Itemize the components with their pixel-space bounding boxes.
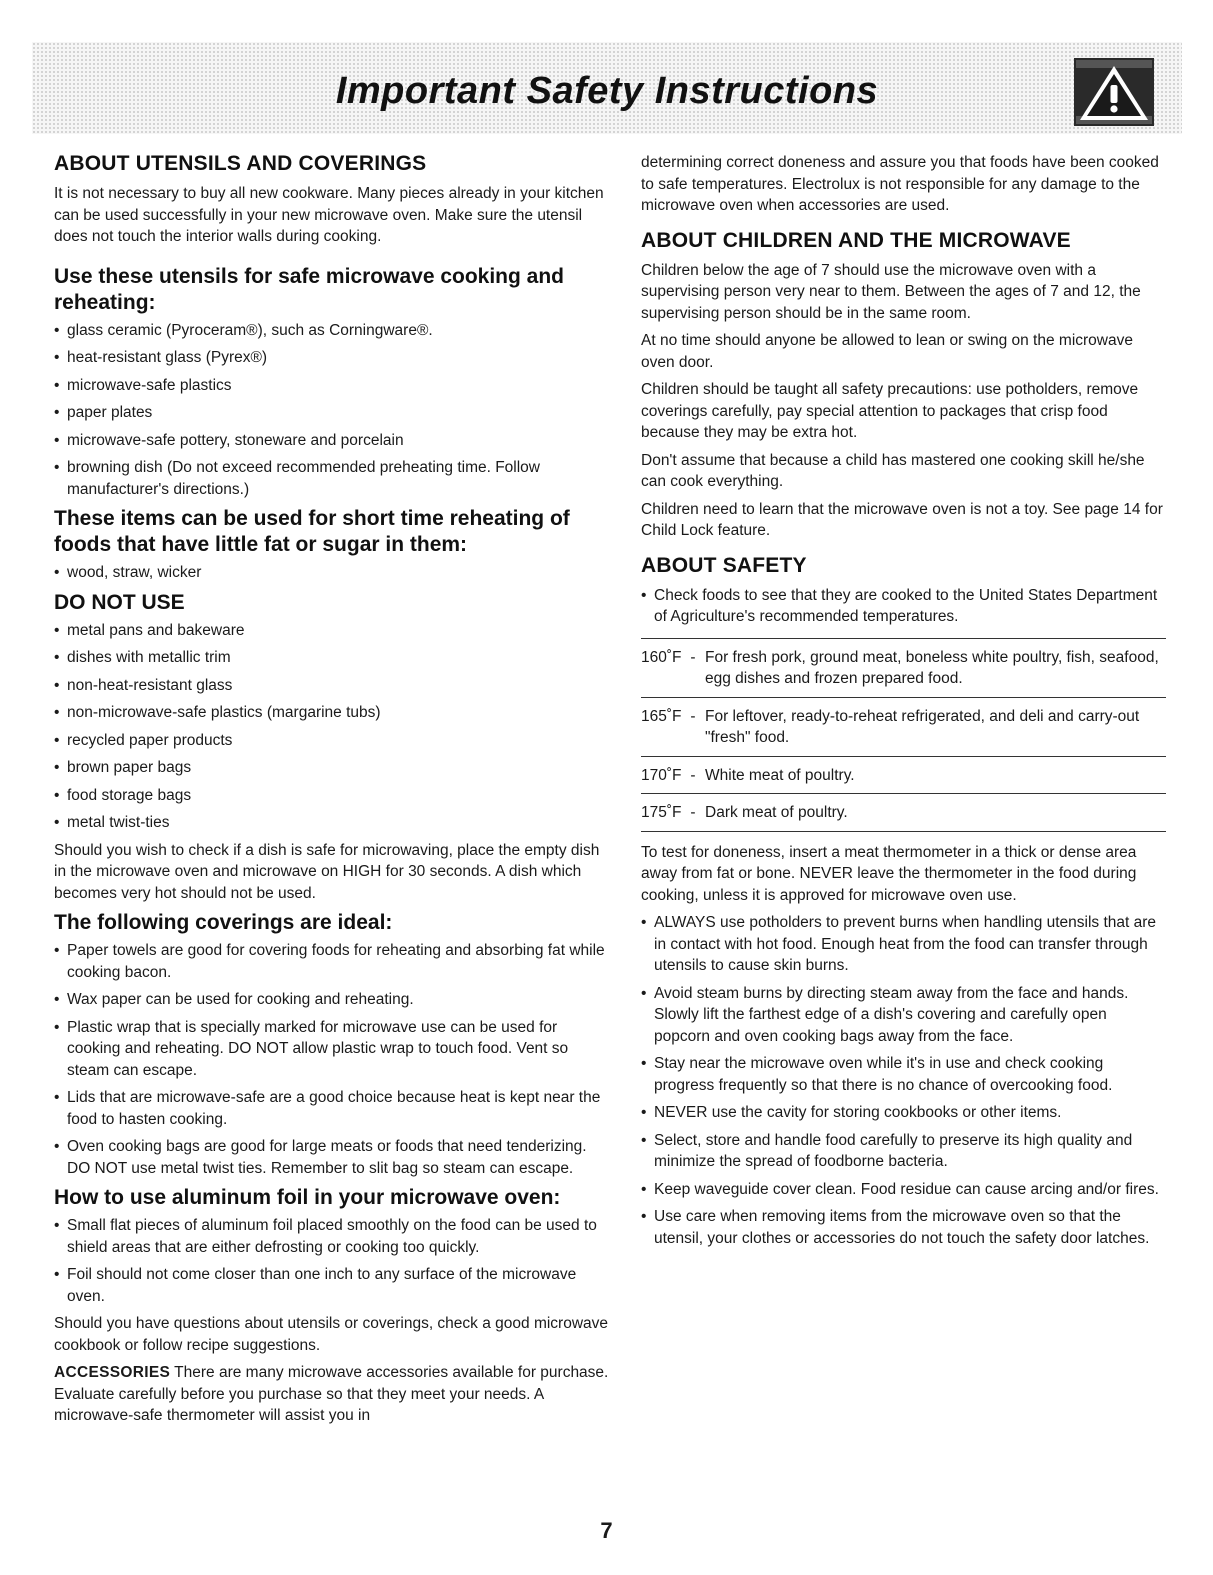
list-item: • Select, store and handle food carefully to preserve its high quality and minimize the spread of foodborne bacteria.: [641, 1130, 1166, 1173]
page-number: 7: [600, 1518, 613, 1543]
list-item: • heat-resistant glass (Pyrex®): [54, 347, 614, 369]
list-item: • brown paper bags: [54, 757, 614, 779]
list-item: • non-microwave-safe plastics (margarine tubs): [54, 702, 614, 724]
do-not-use-list: [54, 620, 614, 834]
children-paragraph: Children below the age of 7 should use the microwave oven with a supervising person very near to them. Between the ages of 7 and 12, the supervising person should be in the same room.: [641, 261, 1141, 322]
children-paragraph: Children should be taught all safety precautions: use potholders, remove coverings carefully, pay special attention to packages that crisp food because they may be extra hot.: [641, 381, 1139, 441]
aluminum-foil-heading: How to use aluminum foil in your microwave oven:: [54, 1186, 561, 1209]
list-item: • Lids that are microwave-safe are a good choice because heat is kept near the food to hasten cooking.: [54, 1087, 614, 1130]
children-paragraph: At no time should anyone be allowed to lean or swing on the microwave oven door.: [641, 332, 1133, 371]
safety-heading: ABOUT SAFETY: [641, 553, 807, 577]
temperature-value: 160˚F: [641, 648, 682, 666]
list-item: • metal pans and bakeware: [54, 620, 614, 642]
page-title: Important Safety Instructions: [335, 70, 879, 112]
check-dish-paragraph: Should you wish to check if a dish is safe for microwaving, place the empty dish in the microwave oven and microwave on HIGH for 30 seconds. A dish which becomes very hot should not be used.: [54, 841, 600, 902]
aluminum-foil-list: [54, 1215, 614, 1307]
safe-utensils-list: [54, 320, 614, 501]
warning-triangle-icon: [1074, 58, 1154, 126]
list-item: • metal twist-ties: [54, 812, 614, 834]
list-item: • dishes with metallic trim: [54, 647, 614, 669]
list-item: • wood, straw, wicker: [54, 562, 614, 584]
list-item: • Small flat pieces of aluminum foil placed smoothly on the food can be used to shield areas that are either defrosting or cooking too quickly.: [54, 1215, 614, 1258]
utensils-intro: It is not necessary to buy all new cookware. Many pieces already in your kitchen can be used successfully in your new microwave oven. Make sure the utensil does not touch the interior walls during cooking.: [54, 185, 604, 245]
list-item: • Avoid steam burns by directing steam away from the face and hands. Slowly lift the farthest edge of a dish's covering and carefully open popcorn and oven cooking bags away from the face.: [641, 983, 1166, 1048]
list-item: • browning dish (Do not exceed recommended preheating time. Follow manufacturer's directions.): [54, 457, 614, 500]
children-paragraph: Don't assume that because a child has mastered one cooking skill he/she can cook everything.: [641, 451, 1145, 490]
list-item: • NEVER use the cavity for storing cookbooks or other items.: [641, 1102, 1166, 1124]
list-item: • ALWAYS use potholders to prevent burns when handling utensils that are in contact with hot food. Enough heat from the food can transfer through utensils to cause skin burns.: [641, 912, 1166, 977]
list-item: • Plastic wrap that is specially marked for microwave use can be used for cooking and reheating. DO NOT allow plastic wrap to touch food. Vent so steam can escape.: [54, 1017, 614, 1082]
temperature-row: 160˚F - For fresh pork, ground meat, boneless white poultry, fish, seafood, egg dishes and frozen prepared food.: [641, 639, 1166, 698]
temperature-row: 165˚F - For leftover, ready-to-reheat refrigerated, and deli and carry-out "fresh" food.: [641, 698, 1166, 757]
list-item: • microwave-safe plastics: [54, 375, 614, 397]
accessories-paragraph: [54, 1362, 614, 1427]
list-item: • Foil should not come closer than one inch to any surface of the microwave oven.: [54, 1264, 614, 1307]
coverings-list: [54, 940, 614, 1179]
utensils-heading: ABOUT UTENSILS AND COVERINGS: [54, 152, 427, 175]
coverings-heading: The following coverings are ideal:: [54, 911, 393, 934]
temperature-row: 170˚F - White meat of poultry.: [641, 757, 1166, 795]
questions-paragraph: Should you have questions about utensils or coverings, check a good microwave cookbook or follow recipe suggestions.: [54, 1315, 609, 1354]
doneness-paragraph: To test for doneness, insert a meat thermometer in a thick or dense area away from fat or bone. NEVER leave the thermometer in the food during cooking, unless it is approved for microwave oven use.: [641, 843, 1137, 904]
temperature-row: 175˚F - Dark meat of poultry.: [641, 794, 1166, 832]
list-item: • Oven cooking bags are good for large meats or foods that need tenderizing. DO NOT use metal twist ties. Remember to slit bag so steam can escape.: [54, 1136, 614, 1179]
temperature-table: [641, 638, 1166, 832]
safety-intro-list: [641, 585, 1166, 628]
list-item: • glass ceramic (Pyroceram®), such as Corningware®.: [54, 320, 614, 342]
list-item: • recycled paper products: [54, 730, 614, 752]
left-column: [54, 152, 614, 1433]
children-heading: ABOUT CHILDREN AND THE MICROWAVE: [641, 228, 1071, 252]
header-banner: [32, 42, 1182, 134]
do-not-use-heading: DO NOT USE: [54, 590, 185, 614]
temperature-description: White meat of poultry.: [705, 766, 855, 784]
safe-utensils-heading: Use these utensils for safe microwave cooking and reheating:: [54, 264, 564, 314]
temperature-value: 165˚F: [641, 707, 682, 725]
list-item: • non-heat-resistant glass: [54, 675, 614, 697]
list-item: • food storage bags: [54, 785, 614, 807]
list-item: • Wax paper can be used for cooking and reheating.: [54, 989, 614, 1011]
list-item: • microwave-safe pottery, stoneware and porcelain: [54, 430, 614, 452]
temperature-value: 170˚F: [641, 766, 682, 784]
list-item: • Use care when removing items from the microwave oven so that the utensil, your clothes or accessories do not touch the safety door latches.: [641, 1206, 1166, 1249]
list-item: • Check foods to see that they are cooked to the United States Department of Agriculture's recommended temperatures.: [641, 585, 1166, 628]
accessories-label: ACCESSORIES: [54, 1364, 171, 1381]
short-reheating-list: [54, 562, 614, 584]
list-item: • Paper towels are good for covering foods for reheating and absorbing fat while cooking bacon.: [54, 940, 614, 983]
temperature-description: For fresh pork, ground meat, boneless white poultry, fish, seafood, egg dishes and frozen prepared food.: [705, 648, 1159, 687]
safety-list: [641, 912, 1166, 1249]
temperature-value: 175˚F: [641, 804, 682, 821]
list-item: • paper plates: [54, 402, 614, 424]
short-reheating-heading: These items can be used for short time reheating of foods that have little fat or sugar in them:: [54, 507, 570, 556]
list-item: • Stay near the microwave oven while it's in use and check cooking progress frequently so that there is no chance of overcooking food.: [641, 1053, 1166, 1096]
right-column: [641, 152, 1166, 1255]
accessories-text: There are many microwave accessories available for purchase. Evaluate carefully before you purchase so that they meet your needs. A microwave-safe thermometer will assist you in: [54, 1364, 609, 1424]
accessories-continued: determining correct doneness and assure you that foods have been cooked to safe temperatures. Electrolux is not responsible for any damage to the microwave oven when accessories are used.: [641, 154, 1159, 214]
temperature-description: Dark meat of poultry.: [705, 804, 848, 821]
temperature-description: For leftover, ready-to-reheat refrigerated, and deli and carry-out "fresh" food.: [705, 707, 1140, 746]
list-item: • Keep waveguide cover clean. Food residue can cause arcing and/or fires.: [641, 1179, 1166, 1201]
children-paragraph: Children need to learn that the microwave oven is not a toy. See page 14 for Child Lock feature.: [641, 500, 1163, 539]
